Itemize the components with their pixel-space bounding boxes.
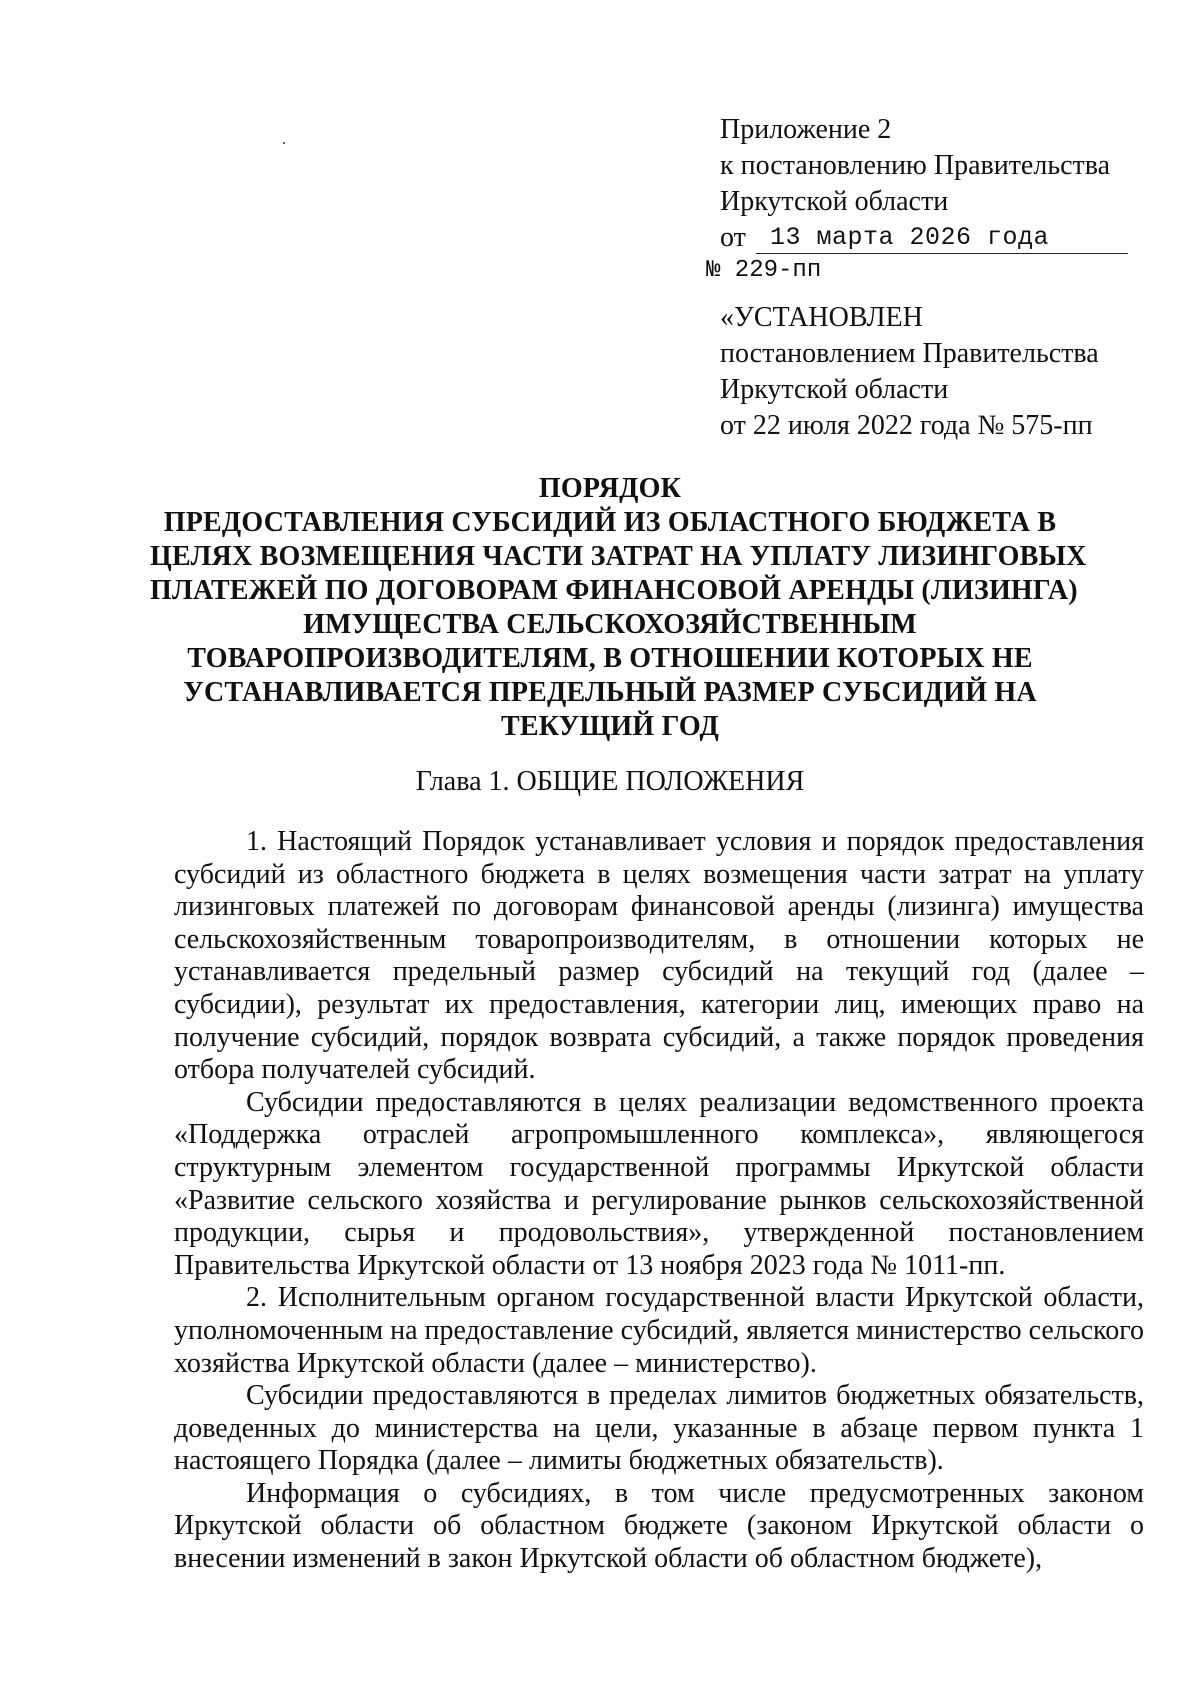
paragraph: Субсидии предоставляются в пределах лимитов бюджетных обязательств, доведенных до министерства на цели, указанные в абзаце первом пункта 1 настоящего Порядка (далее – лимиты бюджетных обязательств). [174, 1380, 1144, 1477]
paragraph: 2. Исполнительным органом государственной власти Иркутской области, уполномоченным на предоставление субсидий, является министерство сельского хозяйства Иркутской области (далее – министерство). [174, 1282, 1144, 1379]
title-line: ТЕКУЩИЙ ГОД [501, 711, 719, 742]
chapter-heading: Глава 1. ОБЩИЕ ПОЛОЖЕНИЯ [415, 766, 805, 797]
appendix-region: Иркутской области [720, 186, 949, 217]
document-title [150, 472, 1087, 744]
established-by: постановлением Правительства [720, 338, 1099, 369]
appendix-date-line [720, 220, 1140, 256]
date-value: 13 марта 2026 года [770, 223, 1050, 252]
appendix-block [706, 112, 1140, 444]
established-region: Иркутской области [720, 374, 949, 405]
date-prefix: от [720, 222, 746, 253]
date-underline [756, 253, 1128, 254]
paragraph: Субсидии предоставляются в целях реализации ведомственного проекта «Поддержка отраслей агропромышленного комплекса», являющегося структурным элементом государственной программы Иркутской области «Развитие сельского хозяйства и регулирование рынков сельскохозяйственной продукции, сырья и продовольствия», утвержденной постановлением Правительства Иркутской области от 13 ноября 2023 года № 1011-пп. [174, 1086, 1144, 1281]
title-line: ИМУЩЕСТВА СЕЛЬСКОХОЗЯЙСТВЕННЫМ [303, 609, 917, 640]
paragraph: Информация о субсидиях, в том числе предусмотренных законом Иркутской области об областном бюджете (законом Иркутской области о внесении изменений в закон Иркутской области об областном бюджете), [174, 1477, 1144, 1575]
title-line: ПРЕДОСТАВЛЕНИЯ СУБСИДИЙ ИЗ ОБЛАСТНОГО БЮДЖЕТА В [163, 507, 1057, 538]
appendix-title: Приложение 2 [720, 114, 892, 145]
document-number: № 229-пп [706, 257, 822, 284]
title-line: ПОРЯДОК [538, 473, 682, 504]
scan-speck [283, 142, 285, 144]
appendix-resolution-ref: к постановлению Правительства [720, 150, 1111, 181]
title-line: ПЛАТЕЖЕЙ ПО ДОГОВОРАМ ФИНАНСОВОЙ АРЕНДЫ (ЛИЗИНГА) [150, 575, 1078, 606]
document-body [174, 826, 1144, 1576]
paragraph: 1. Настоящий Порядок устанавливает условия и порядок предоставления субсидий из областного бюджета в целях возмещения части затрат на уплату лизинговых платежей по договорам финансовой аренды (лизинга) имущества сельскохозяйственным товаропроизводителям, в отношении которых не устанавливается предельный размер субсидий на текущий год (далее – субсидии), результат их предоставления, категории лиц, имеющих право на получение субсидий, порядок возврата субсидий, а также порядок проведения отбора получателей субсидий. [174, 826, 1144, 1086]
established-date: от 22 июля 2022 года № 575-пп [720, 410, 1093, 441]
title-line: ТОВАРОПРОИЗВОДИТЕЛЯМ, В ОТНОШЕНИИ КОТОРЫХ НЕ [187, 643, 1033, 674]
established-block [720, 300, 1140, 444]
established-heading: «УСТАНОВЛЕН [720, 302, 923, 333]
title-line: УСТАНАВЛИВАЕТСЯ ПРЕДЕЛЬНЫЙ РАЗМЕР СУБСИДИЙ НА [183, 677, 1037, 708]
title-line: ЦЕЛЯХ ВОЗМЕЩЕНИЯ ЧАСТИ ЗАТРАТ НА УПЛАТУ ЛИЗИНГОВЫХ [150, 541, 1087, 572]
